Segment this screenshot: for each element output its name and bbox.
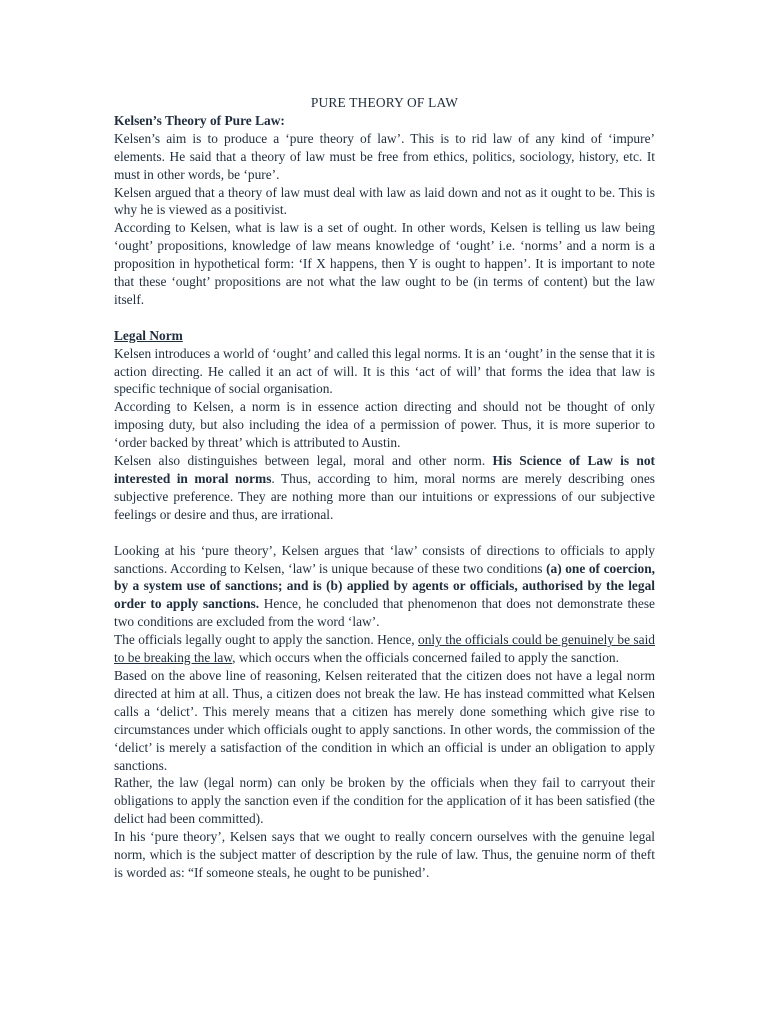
- paragraph: Rather, the law (legal norm) can only be broken by the officials when they fail to carryout their obligations to apply the sanction even if the condition for the application of it has been satisfied (the delict had been committed).: [114, 775, 655, 827]
- text-span: Kelsen also distinguishes between legal, moral and other norm.: [114, 453, 493, 469]
- text-span: . Thus, according to him, moral norms are merely describing ones subjective preference. They are nothing more than our intuitions or expressions of our subjective feelings or desire and thus, are irrational.: [114, 471, 655, 522]
- underlined-text: only the officials could be genuinely be said to be breaking the law: [114, 632, 655, 666]
- bold-text: His Science of Law is not interested in moral norms: [114, 453, 655, 487]
- paragraph: Based on the above line of reasoning, Kelsen reiterated that the citizen does not have a legal norm directed at him at all. Thus, a citizen does not break the law. He has instead committed what Kelsen calls a ‘delict’. This merely means that a citizen has merely done something which give rise to circumstances under which officials ought to apply sanctions. In other words, the commission of the ‘delict’ is merely a satisfaction of the condition in which an official is under an obligation to apply sanctions.: [114, 667, 655, 773]
- paragraph: Kelsen introduces a world of ‘ought’ and called this legal norms. It is an ‘ought’ in the sense that it is action directing. He called it an act of will. It is this ‘act of will’ that forms the idea that law is specific technique of social organisation.: [114, 345, 655, 397]
- text-span: Looking at his ‘pure theory’, Kelsen argues that ‘law’ consists of directions to officials to apply sanctions. According to Kelsen, ‘law’ is unique because of these two conditions: [114, 542, 655, 576]
- paragraph: According to Kelsen, a norm is in essence action directing and should not be thought of only imposing duty, but also including the idea of a permission of power. Thus, it is more superior to ‘order backed by threat’ which is attributed to Austin.: [114, 399, 655, 451]
- text-span: The officials legally ought to apply the sanction. Hence,: [114, 632, 419, 648]
- text-span: Hence, he concluded that phenomenon that does not demonstrate these two conditions are excluded from the word ‘law’.: [114, 596, 655, 630]
- paragraph: Kelsen’s aim is to produce a ‘pure theory of law’. This is to rid law of any kind of ‘impure’ elements. He said that a theory of law must be free from ethics, politics, sociology, history, etc. It must in other words, be ‘pure’.: [114, 130, 655, 182]
- paragraph: According to Kelsen, what is law is a set of ought. In other words, Kelsen is telling us law being ‘ought’ propositions, knowledge of law means knowledge of ‘ought’ i.e. ‘norms’ and a norm is a proposition in hypothetical form: ‘If X happens, then Y is ought to happen’. It is important to note that these ‘ought’ propositions are not what the law ought to be (in terms of content) but the law itself.: [114, 220, 655, 307]
- spacer: [114, 524, 655, 542]
- bold-text: (a) one of coercion, by a system use of sanctions; and is (b) applied by agents or officials, authorised by the legal order to apply sanctions.: [114, 560, 656, 612]
- paragraph: In his ‘pure theory’, Kelsen says that we ought to really concern ourselves with the genuine legal norm, which is the subject matter of description by the rule of law. Thus, the genuine norm of theft is worded as: “If someone steals, he ought to be punished’.: [114, 829, 655, 880]
- text-span: , which occurs when the officials concerned failed to apply the sanction.: [232, 650, 619, 666]
- document-page: [114, 94, 655, 882]
- spacer: [114, 309, 655, 327]
- paragraph: [114, 452, 655, 524]
- paragraph: [114, 631, 655, 667]
- page-title: PURE THEORY OF LAW: [310, 95, 459, 110]
- section-heading-pure-law: Kelsen’s Theory of Pure Law:: [114, 112, 285, 128]
- section-heading-legal-norm: Legal Norm: [114, 327, 183, 343]
- paragraph: Kelsen argued that a theory of law must deal with law as laid down and not as it ought to be. This is why he is viewed as a positivist.: [114, 184, 655, 218]
- paragraph: [114, 542, 655, 632]
